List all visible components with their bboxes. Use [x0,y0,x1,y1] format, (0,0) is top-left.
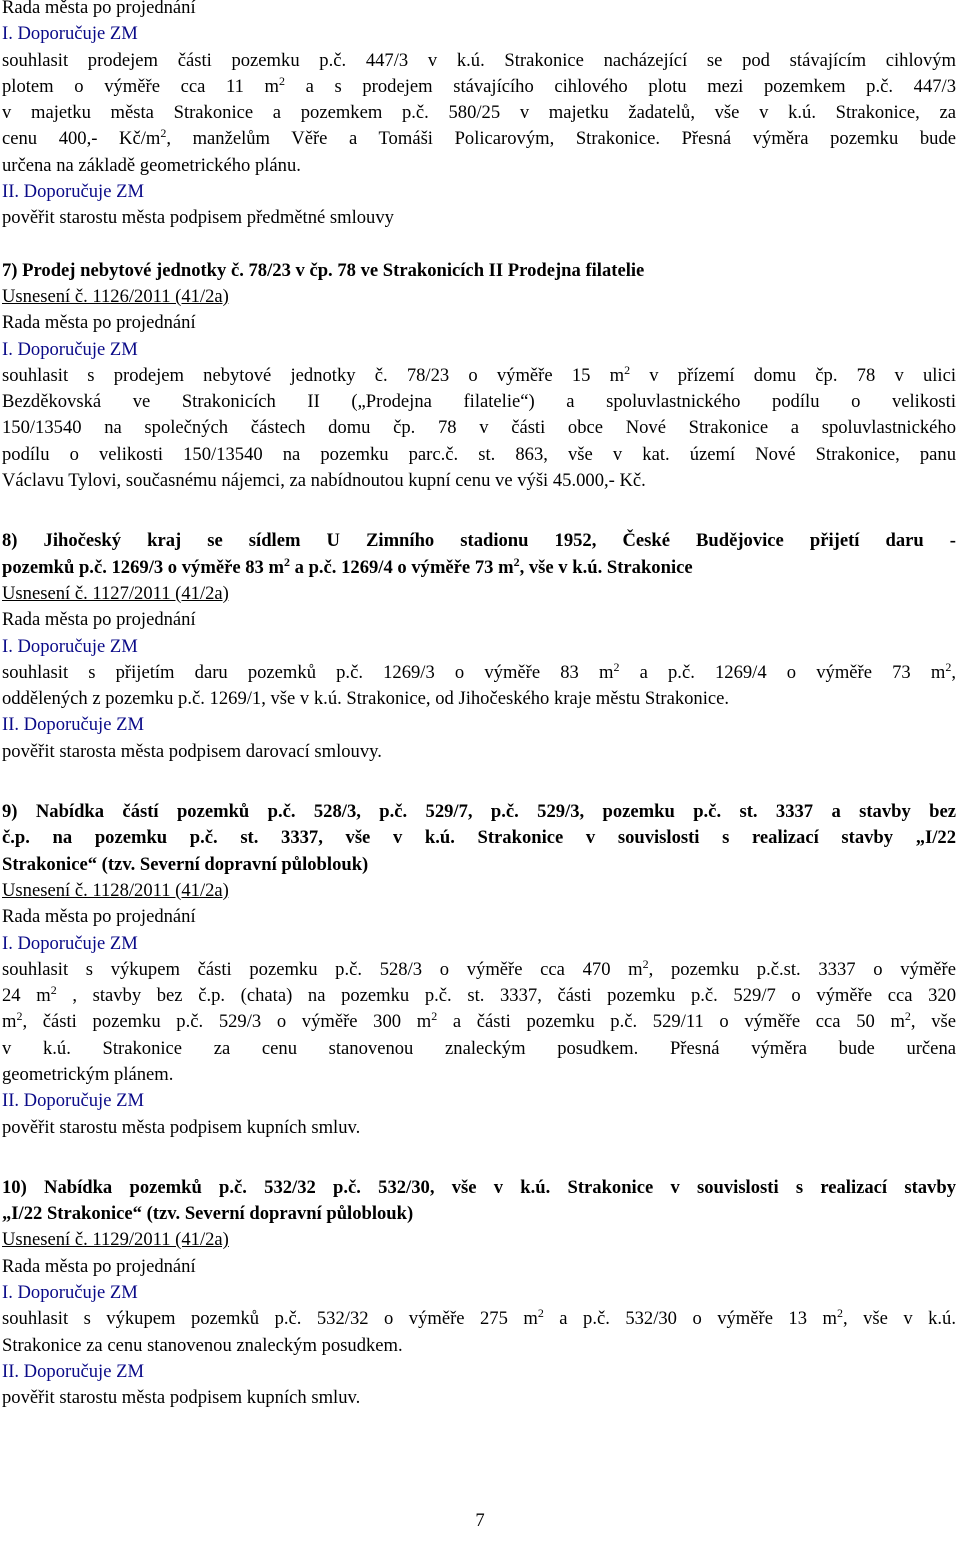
item-title: č.p. na pozemku p.č. st. 3337, vše v k.ú. Strakonice v souvislosti s realizací stavby „I/22 [2,827,956,849]
body-line: plotem o výměře cca 11 $m^2$ a s prodejem stávajícího cihlového plotu mezi pozemkem p.č. 447/3 [2,73,956,97]
item-title: 8) Jihočeský kraj se sídlem U Zimního stadionu 1952, České Budějovice přijetí daru - [2,530,956,552]
body-line: pověřit starostu města podpisem kupních smluv. [2,1116,361,1138]
resolution-number: Usnesení č. 1127/2011 (41/2a) [2,582,229,604]
item-title: pozemků p.č. 1269/3 o výměře 83 $m^2$ a p.č. 1269/4 o výměře 73 $m^2$, vše v k.ú. Strakonice [2,554,693,578]
page-number: 7 [475,1510,485,1531]
recommendation-heading: II. Doporučuje ZM [2,714,144,736]
recommendation-heading: I. Doporučuje ZM [2,1282,138,1304]
body-line: určena na základě geometrického plánu. [2,154,301,176]
body-line: v majetku města Strakonice a pozemkem p.č. 580/25 v majetku žadatelů, vše v k.ú. Strakonice, za [2,102,956,124]
rada-line: Rada města po projednání [2,1255,196,1277]
recommendation-heading: II. Doporučuje ZM [2,181,144,203]
body-line: souhlasit s výkupem části pozemku p.č. 528/3 o výměře cca 470 $m^2$, pozemku p.č.st. 3337 o výměře [2,956,956,980]
recommendation-heading: I. Doporučuje ZM [2,338,138,360]
body-line: souhlasit s přijetím daru pozemků p.č. 1269/3 o výměře 83 $m^2$ a p.č. 1269/4 o výměře 73 $m^2$, [2,659,956,683]
item-title: 9) Nabídka částí pozemků p.č. 528/3, p.č. 529/7, p.č. 529/3, pozemku p.č. st. 3337 a stavby bez [2,801,956,823]
body-line: pověřit starosta města podpisem darovací smlouvy. [2,740,382,762]
body-line: Strakonice za cenu stanovenou znaleckým posudkem. [2,1334,403,1356]
resolution-number: Usnesení č. 1128/2011 (41/2a) [2,879,229,901]
body-line: $m^2$, části pozemku p.č. 529/3 o výměře 300 $m^2$ a části pozemku p.č. 529/11 o výměře cca 50 $m^2$, vše [2,1009,957,1033]
resolution-number: Usnesení č. 1129/2011 (41/2a) [2,1229,229,1251]
body-line: geometrickým plánem. [2,1063,174,1085]
body-line: souhlasit prodejem části pozemku p.č. 447/3 v k.ú. Strakonice nacházející se pod stávajícím cihlovým [2,49,956,71]
recommendation-heading: I. Doporučuje ZM [2,932,138,954]
recommendation-heading: I. Doporučuje ZM [2,635,138,657]
recommendation-heading: I. Doporučuje ZM [2,23,138,45]
body-line: oddělených z pozemku p.č. 1269/1, vše v k.ú. Strakonice, od Jihočeského kraje městu Strakonice. [2,688,730,710]
rada-line: Rada města po projednání [2,312,196,334]
item-title: „I/22 Strakonice“ (tzv. Severní dopravní půloblouk) [2,1203,414,1225]
item-title: 10) Nabídka pozemků p.č. 532/32 p.č. 532/30, vše v k.ú. Strakonice v souvislosti s realizací stavby [2,1176,956,1198]
body-line: Václavu Tylovi, současnému nájemci, za nabídnoutou kupní cenu ve výši 45.000,- Kč. [2,470,646,492]
document-page [2,0,956,1412]
body-line: pověřit starostu města podpisem předmětné smlouvy [2,207,394,229]
resolution-number: Usnesení č. 1126/2011 (41/2a) [2,285,229,307]
body-line: podílu o velikosti 150/13540 na pozemku parc.č. st. 863, vše v kat. území Nové Strakonice, panu [2,443,956,465]
body-line: Bezděkovská ve Strakonicích II („Prodejna filatelie“) a spoluvlastnického podílu o velikosti [2,391,956,413]
body-line: souhlasit s výkupem pozemků p.č. 532/32 o výměře 275 $m^2$ a p.č. 532/30 o výměře 13 $m^2$, vše v k.ú. [2,1306,956,1330]
body-line: cenu 400,- $Kč/m^2$, manželům Věře a Tomáši Policarovým, Strakonice. Přesná výměra pozemku bude [2,126,956,150]
body-line: pověřit starostu města podpisem kupních smluv. [2,1387,361,1409]
rada-line: Rada města po projednání [2,609,196,631]
body-line: 24 $m^2$ , stavby bez č.p. (chata) na pozemku p.č. st. 3337, části pozemku p.č. 529/7 o výměře cca 320 [2,982,956,1007]
body-line: 150/13540 na společných částech domu čp. 78 v části obce Nové Strakonice a spoluvlastnického [2,417,956,439]
body-line: souhlasit s prodejem nebytové jednotky č. 78/23 o výměře 15 $m^2$ v přízemí domu čp. 78 v ulici [2,362,956,386]
item-title: 7) Prodej nebytové jednotky č. 78/23 v čp. 78 ve Strakonicích II Prodejna filatelie [2,259,645,281]
recommendation-heading: II. Doporučuje ZM [2,1090,144,1112]
rada-line: Rada města po projednání [2,0,196,18]
body-line: v k.ú. Strakonice za cenu stanovenou znaleckým posudkem. Přesná výměra bude určena [2,1037,956,1059]
item-title: Strakonice“ (tzv. Severní dopravní půloblouk) [2,853,369,875]
rada-line: Rada města po projednání [2,906,196,928]
recommendation-heading: II. Doporučuje ZM [2,1360,144,1382]
